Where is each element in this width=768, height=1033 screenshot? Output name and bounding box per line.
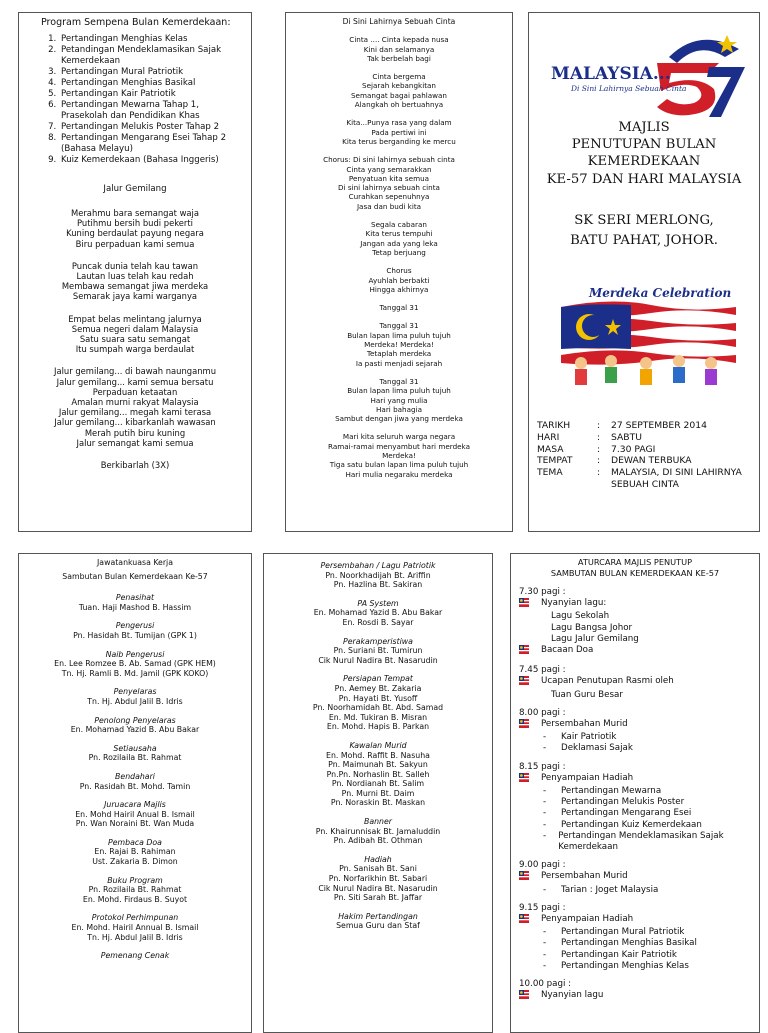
schedule-item [519, 990, 751, 1003]
program-item: 4. Pertandingan Menghias Basikal [59, 78, 245, 89]
schedule-slot [519, 979, 751, 1003]
flag-bullet-icon [519, 598, 541, 611]
lyric-line: Pada pertiwi ini [371, 127, 427, 137]
lyric-line: Merahmu bara semangat waja [70, 208, 200, 218]
dash-mark: - [543, 927, 547, 938]
lyric-line: Jalur gemilang... kami semua bersatu [56, 376, 214, 387]
flag-bullet-icon [519, 645, 541, 658]
schedule-slot [519, 587, 751, 658]
detail-key: HARI [537, 431, 560, 443]
stanza [19, 366, 251, 448]
detail-row [537, 444, 751, 456]
lyric-line: Bulan lapan lima puluh tujuh [347, 330, 451, 340]
logo-tagline: Di Sini Lahirnya Sebuah Cinta [571, 84, 687, 93]
detail-key: TEMPAT [537, 455, 573, 467]
detail-value: 27 SEPTEMBER 2014 [611, 420, 707, 431]
committee-member: En. Rosdi B. Sayar [342, 617, 414, 627]
flag-bullet-icon [519, 871, 541, 884]
committee-role: Protokol Perhimpunan [91, 913, 179, 923]
committee-member: En. Rajai B. Rahiman [94, 847, 176, 857]
committee-member: En. Mohamad Yazid B. Abu Bakar [313, 608, 443, 618]
schedule-item [519, 645, 751, 658]
committee-member: Semua Guru dan Staf [336, 921, 420, 931]
merdeka-celebration-illustration [551, 277, 739, 395]
lyric-line: Tanggal 31 [379, 303, 419, 313]
lyric-line: Tanggal 31 [379, 376, 419, 386]
heading-line: SAMBUTAN BULAN KEMERDEKAAN KE-57 [550, 568, 720, 578]
repeat-note: Berkibarlah (3X) [100, 460, 170, 471]
program-item: 2. Petandingan Mendeklamasikan Sajak Kemerdekaan [59, 45, 245, 67]
flag-bullet-icon [519, 719, 541, 732]
committee-member: En. Md. Tukiran B. Misran [328, 712, 428, 722]
lyric-line: Jalur gemilang... kibarkanlah wawasan [54, 417, 216, 428]
committee-member: Tn. Hj. Abdul Jalil B. Idris [87, 696, 183, 706]
committee-member: Pn. Rasidah Bt. Mohd. Tamin [79, 781, 191, 791]
slot-time: 10.00 pagi : [519, 979, 572, 990]
schedule-subitem: Tuan Guru Besar [551, 689, 623, 700]
detail-colon: : [597, 420, 601, 431]
committee-role: Penyelaras [113, 687, 157, 697]
slot-time: 7.45 pagi : [519, 665, 566, 676]
lyric-line: Kita...Punya rasa yang dalam [346, 118, 452, 128]
committee-heading [19, 558, 251, 581]
schedule-subitem-text: Tarian : Joget Malaysia [561, 884, 659, 895]
lyric-line: Ayuhlah berbakti [368, 275, 430, 285]
committee-member: Pn. Siti Sarah Bt. Jaffar [333, 893, 423, 903]
committee-role: PA System [357, 598, 399, 608]
verse [286, 266, 512, 294]
panel-aturcara [510, 553, 760, 1033]
dash-mark: - [543, 786, 547, 797]
committee-role: Juruacara Majlis [104, 800, 166, 810]
dash-mark: - [543, 960, 547, 971]
schedule-item-text: Persembahan Murid [541, 871, 628, 882]
detail-key: TEMA [537, 467, 563, 479]
dash-mark: - [543, 949, 547, 960]
program-item: 9. Kuiz Kemerdekaan (Bahasa Inggeris) [59, 155, 245, 166]
committee-member: Pn. Adibah Bt. Othman [333, 836, 423, 846]
dash-mark: - [543, 938, 547, 949]
committee-role: Pemenang Cenak [100, 951, 170, 961]
verse [286, 377, 512, 423]
lyric-line: Itu sumpah warga berdaulat [75, 344, 195, 355]
detail-value: MALAYSIA, DI SINI LAHIRNYA SEBUAH CINTA [611, 467, 742, 490]
schedule-item-text: Nyanyian lagu [541, 990, 604, 1001]
schedule-subitem-text: Pertandingan Kuiz Kemerdekaan [561, 819, 702, 830]
lyric-line: Mari kita seluruh warga negara [342, 432, 456, 442]
lyric-line: Bulan lapan lima puluh tujuh [347, 386, 451, 396]
schedule-subitem-text: Pertandingan Mendeklamasikan Sajak Kemerdekaan [558, 830, 724, 853]
program-item: 3. Pertandingan Mural Patriotik [59, 67, 245, 78]
heading-line: ATURCARA MAJLIS PENUTUP [577, 557, 693, 567]
flag-bullet-icon [519, 676, 541, 689]
committee-role: Setiausaha [113, 743, 157, 753]
committee-role: Perakamperistiwa [343, 636, 413, 646]
dash-mark: - [543, 819, 547, 830]
detail-key: MASA [537, 443, 564, 455]
heading-line: Jawatankuasa Kerja [97, 558, 173, 567]
committee-member: Pn. Noorkhadijah Bt. Ariffin [325, 570, 431, 580]
lyric-line: Cinta bergema [372, 72, 426, 82]
title-line: PENUTUPAN BULAN [571, 137, 717, 153]
lyric-line: Perpaduan ketaatan [92, 386, 178, 397]
committee-member: Ust. Zakaria B. Dimon [92, 857, 178, 867]
schedule-subitem: Lagu Sekolah [551, 611, 610, 622]
schedule-item-text: Penyampaian Hadiah [541, 914, 634, 925]
celebration-text: Merdeka Celebration [589, 286, 732, 300]
detail-value: 7.30 PAGI [611, 443, 656, 455]
panel-committee-2 [263, 553, 493, 1033]
stanza [19, 208, 251, 249]
schedule-item-text: Nyanyian lagu: [541, 598, 607, 609]
program-item: 6. Pertandingan Mewarna Tahap 1, Prasekolah dan Pendidikan Khas [59, 100, 245, 122]
schedule-subitem: Lagu Jalur Gemilang [551, 633, 639, 644]
slot-time: 9.15 pagi : [519, 902, 566, 913]
schedule-subitem-text: Pertandingan Kair Patriotik [561, 949, 677, 960]
committee-member: Pn. Hayati Bt. Yusoff [338, 693, 418, 703]
lyric-line: Hari bahagia [376, 404, 422, 414]
dash-mark: - [543, 830, 547, 841]
committee-role: Pengerusi [115, 621, 155, 631]
schedule-subitem [519, 808, 751, 819]
committee-member: Pn. Nordianah Bt. Salim [331, 779, 425, 789]
lyric-line: Merdeka! Merdeka! [364, 340, 434, 350]
schedule-subitem-text: Kair Patriotik [561, 732, 617, 743]
lyric-line: Kuning berdaulat payung negara [66, 228, 204, 239]
panel-committee-1 [18, 553, 252, 1033]
heading-line: Sambutan Bulan Kemerdekaan Ke-57 [62, 571, 208, 581]
schedule-subitem [519, 797, 751, 808]
detail-colon: : [597, 467, 601, 479]
dash-mark: - [543, 797, 547, 808]
dash-mark: - [543, 732, 547, 743]
committee-member: Pn. Suriani Bt. Tumirun [333, 646, 423, 656]
committee-member: En. Mohd. Firdaus B. Suyot [82, 894, 188, 904]
lyric-line: Hari mulia negaraku merdeka [345, 469, 453, 479]
committee-role: Pembaca Doa [108, 837, 162, 847]
panel-di-sini-lahirnya [285, 12, 513, 532]
program-item: 1. Pertandingan Menghias Kelas [59, 34, 245, 45]
school-line: BATU PAHAT, JOHOR. [570, 233, 718, 248]
detail-value: DEWAN TERBUKA [611, 455, 692, 467]
program-item: 8. Pertandingan Mengarang Esei Tahap 2 (Bahasa Melayu) [59, 133, 245, 155]
detail-colon: : [597, 431, 601, 443]
committee-member: Cik Nurul Nadira Bt. Nasarudin [318, 883, 438, 893]
lyric-line: Hingga akhirnya [369, 284, 429, 294]
lyric-line: Curahkan sepenuhnya [348, 192, 430, 202]
program-title: Program Sempena Bulan Kemerdekaan: [41, 17, 231, 28]
schedule-item [519, 676, 751, 689]
lyric-line: Jangan ada yang leka [360, 238, 438, 248]
schedule-item [519, 914, 751, 927]
logo-number: 57 [549, 27, 551, 28]
school-line: SK SERI MERLONG, [574, 213, 714, 228]
lyric-line: Sejarah kebangkitan [362, 81, 436, 91]
lyric-line: Ramai-ramai menyambut hari merdeka [327, 441, 470, 451]
committee-list [264, 561, 492, 931]
schedule-item [519, 871, 751, 884]
lyric-line: Puncak dunia telah kau tawan [71, 260, 199, 271]
lyric-line: Jasa dan budi kita [356, 201, 422, 211]
program-list [19, 34, 251, 166]
detail-key: TARIKH [537, 420, 571, 431]
schedule-subitem-text: Pertandingan Menghias Basikal [561, 938, 697, 949]
schedule-subitem [519, 786, 751, 797]
schedule-slot [519, 762, 751, 854]
stanza [19, 314, 251, 355]
lyric-line: Jalur gemilang... di bawah naunganmu [53, 366, 216, 377]
logo-text: MALAYSIA... [551, 64, 671, 84]
schedule-subitem-text: Pertandingan Mural Patriotik [561, 927, 685, 938]
stanza [19, 261, 251, 302]
committee-role: Buku Program [107, 875, 163, 885]
lyric-line: Jalur gemilang... megah kami terasa [58, 407, 212, 418]
schedule-subitem-text: Pertandingan Melukis Poster [561, 797, 685, 808]
lyric-line: Chorus [386, 266, 412, 276]
schedule-subitem-text: Pertandingan Mewarna [561, 786, 662, 797]
committee-role: Hadiah [364, 854, 392, 864]
committee-member: Pn. Wan Noraini Bt. Wan Muda [75, 819, 195, 829]
committee-member: Pn. Sanisah Bt. Sani [339, 864, 417, 874]
committee-member: En. Mohd Hairil Anual B. Ismail [75, 809, 195, 819]
school-name [529, 211, 759, 251]
lyric-line: Tanggal 31 [379, 321, 419, 331]
committee-role: Persembahan / Lagu Patriotik [320, 561, 436, 570]
schedule-subitem-text: Pertandingan Mengarang Esei [561, 808, 692, 819]
lyric-line: Putihmu bersih budi pekerti [77, 218, 193, 229]
verse [286, 72, 512, 109]
song-lyrics [286, 35, 512, 479]
dash-mark: - [543, 743, 547, 754]
schedule-item-text: Ucapan Penutupan Rasmi oleh [541, 676, 674, 687]
committee-member: Pn. Maimunah Bt. Sakyun [328, 760, 428, 770]
committee-member: Pn. Rozilaila Bt. Rahmat [88, 885, 182, 895]
detail-row [537, 420, 751, 432]
committee-role: Naib Pengerusi [105, 649, 165, 659]
committee-member: Cik Nurul Nadira Bt. Nasarudin [318, 655, 438, 665]
schedule-slot [519, 708, 751, 755]
lyric-line: Semarak jaya kami warganya [72, 291, 198, 302]
detail-colon: : [597, 455, 601, 467]
song-lyrics [19, 208, 251, 448]
lyric-line: Kini dan selamanya [363, 44, 435, 54]
committee-role: Penolong Penyelaras [94, 715, 176, 725]
detail-value: SABTU [611, 431, 642, 443]
panel-program-and-jalur-gemilang [18, 12, 252, 532]
lyric-line: Kita terus berganding ke mercu [342, 136, 456, 146]
schedule-subitem [519, 950, 751, 961]
lyric-line: Merdeka! [382, 450, 416, 460]
committee-member: En. Mohd. Hapis B. Parkan [326, 722, 430, 732]
schedule-item-text: Persembahan Murid [541, 719, 628, 730]
committee-member: Pn. Murni Bt. Daim [341, 788, 415, 798]
verse [285, 155, 512, 211]
lyric-line: Merah putih biru kuning [84, 427, 186, 438]
lyric-line: Amalan murni rakyat Malaysia [71, 397, 199, 408]
program-item: 5. Pertandingan Kair Patriotik [59, 89, 245, 100]
schedule-subitem [519, 885, 751, 896]
lyric-line: Chorus: Di sini lahirnya sebuah cinta [323, 155, 455, 165]
schedule-subitem-text: Pertandingan Menghias Kelas [561, 960, 689, 971]
schedule-item-text: Penyampaian Hadiah [541, 772, 634, 783]
lyric-line: Jalur semangat kami semua [76, 437, 194, 448]
panel-cover [528, 12, 760, 532]
lyric-line: Lautan luas telah kau redah [76, 271, 194, 282]
lyric-line: Sambut dengan jiwa yang merdeka [335, 414, 463, 424]
lyric-line: Biru perpaduan kami semua [75, 238, 195, 249]
schedule-item [519, 598, 751, 611]
schedule-slot [519, 665, 751, 701]
verse [286, 118, 512, 146]
lyric-line: Membawa semangat jiwa merdeka [61, 281, 209, 292]
aturcara-schedule [519, 587, 751, 1004]
committee-list [19, 593, 251, 961]
lyric-line: Semua negeri dalam Malaysia [71, 323, 199, 334]
schedule-subitem [519, 831, 751, 853]
lyric-line: Alangkah oh bertuahnya [354, 100, 444, 110]
lyric-line: Hari yang mulia [370, 395, 428, 405]
flag-bullet-icon [519, 914, 541, 927]
detail-colon: : [597, 443, 601, 455]
committee-member: Pn. Norfarikhin Bt. Sabari [328, 874, 428, 884]
schedule-slot [519, 903, 751, 972]
lyric-line: Tak berbelah bagi [367, 53, 431, 63]
program-item: 7. Pertandingan Melukis Poster Tahap 2 [59, 122, 245, 133]
lyric-line: Empat belas melintang jalurnya [68, 313, 202, 324]
lyric-line: Tetaplah merdeka [366, 349, 432, 359]
aturcara-heading [519, 557, 751, 579]
title-line: MAJLIS [618, 120, 670, 135]
lyric-line: Di sini lahirnya sebuah cinta [338, 183, 440, 193]
song-title-jalur-gemilang: Jalur Gemilang [103, 184, 167, 194]
verse [286, 321, 512, 367]
slot-time: 9.00 pagi : [519, 860, 566, 871]
committee-member: Tuan. Haji Mashod B. Hassim [78, 602, 192, 612]
verse [286, 303, 512, 312]
committee-member: Tn. Hj. Abdul Jalil B. Idris [87, 932, 183, 942]
malaysia-57-logo [549, 27, 749, 117]
committee-member: Pn. Noorhamidah Bt. Abd. Samad [312, 703, 444, 713]
schedule-subitem [519, 961, 751, 972]
schedule-item-text: Bacaan Doa [541, 645, 594, 656]
committee-role: Banner [363, 817, 392, 827]
lyric-line: Cinta .... Cinta kepada nusa [349, 35, 449, 45]
dash-mark: - [543, 808, 547, 819]
committee-member: Pn. Rozilaila Bt. Rahmat [88, 753, 182, 763]
event-title [529, 119, 759, 188]
committee-role: Persiapan Tempat [343, 674, 413, 684]
verse [286, 432, 512, 478]
committee-role: Bendahari [115, 771, 155, 781]
lyric-line: Tetap berjuang [372, 247, 426, 257]
committee-role: Penasihat [115, 593, 155, 603]
flag-bullet-icon [519, 990, 541, 1003]
schedule-item [519, 719, 751, 732]
lyric-line: Cinta yang semarakkan [346, 164, 432, 174]
schedule-subitem-text: Deklamasi Sajak [561, 743, 633, 754]
committee-member: En. Mohd. Hairil Annual B. Ismail [71, 923, 199, 933]
detail-row [537, 455, 751, 467]
lyric-line: Kita terus tempuhi [365, 229, 433, 239]
committee-member: En. Mohd. Raffit B. Nasuha [326, 750, 430, 760]
verse [286, 220, 512, 257]
committee-member: Tn. Hj. Ramli B. Md. Jamil (GPK KOKO) [61, 668, 209, 678]
lyric-line: Tiga satu bulan lapan lima puluh tujuh [329, 460, 469, 470]
committee-role: Hakim Pertandingan [338, 911, 418, 921]
slot-time: 7.30 pagi : [519, 587, 566, 597]
lyric-line: Penyatuan kita semua [348, 173, 430, 183]
schedule-subitem [519, 820, 751, 831]
title-line: KEMERDEKAAN [587, 154, 701, 170]
slot-time: 8.00 pagi : [519, 707, 566, 718]
schedule-item [519, 773, 751, 786]
lyric-line: Semangat bagai pahlawan [351, 90, 447, 100]
verse [286, 35, 512, 63]
schedule-subitem [519, 927, 751, 938]
schedule-subitem [519, 743, 751, 754]
schedule-subitem [519, 732, 751, 743]
committee-member: En. Mohamad Yazid B. Abu Bakar [70, 725, 200, 735]
slot-time: 8.15 pagi : [519, 761, 566, 772]
committee-member: Pn. Khairunnisak Bt. Jamaluddin [315, 826, 441, 836]
committee-member: Pn. Hazlina Bt. Sakiran [333, 580, 423, 590]
lyric-line: Ia pasti menjadi sejarah [355, 358, 443, 368]
committee-member: Pn. Hasidah Bt. Tumijan (GPK 1) [73, 630, 197, 640]
title-line: KE-57 DAN HARI MALAYSIA [546, 171, 742, 187]
dash-mark: - [543, 884, 547, 895]
lyric-line: Satu suara satu semangat [79, 334, 191, 345]
song-title-di-sini: Di Sini Lahirnya Sebuah Cinta [342, 17, 456, 26]
committee-member: En. Lee Romzee B. Ab. Samad (GPK HEM) [54, 659, 216, 669]
lyric-line: Segala cabaran [371, 220, 427, 230]
committee-member: Pn. Noraskin Bt. Maskan [330, 798, 426, 808]
event-details [537, 420, 751, 491]
schedule-slot [519, 860, 751, 896]
detail-row [537, 432, 751, 444]
committee-member: Pn.Pn. Norhaslin Bt. Salleh [326, 769, 430, 779]
detail-row [537, 467, 751, 491]
schedule-subitem [519, 938, 751, 949]
committee-member: Pn. Aemey Bt. Zakaria [334, 683, 422, 693]
schedule-subitem: Lagu Bangsa Johor [551, 622, 633, 633]
flag-bullet-icon [519, 773, 541, 786]
committee-role: Kawalan Murid [349, 740, 407, 750]
